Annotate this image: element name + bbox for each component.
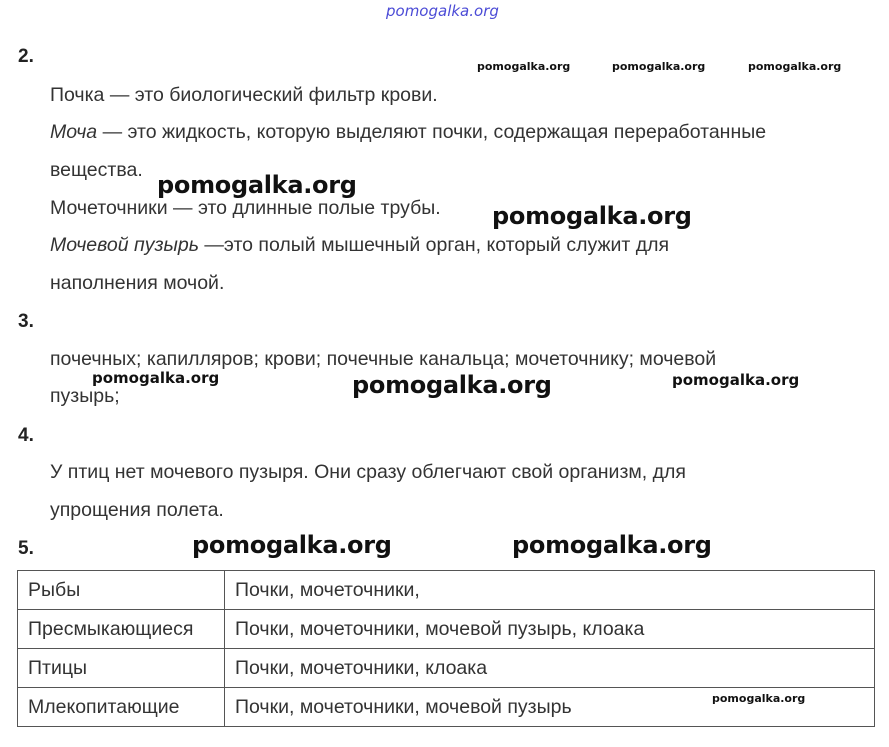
animal-cell: Млекопитающие <box>18 688 225 727</box>
table-row <box>18 610 875 649</box>
watermark-large-1: pomogalka.org <box>157 171 357 199</box>
organs-cell: Почки, мочеточники, мочевой пузырь, клоака <box>225 610 875 649</box>
definition-bladder <box>50 234 669 257</box>
watermark-medium-2: pomogalka.org <box>672 371 800 389</box>
answer-4-line1: У птиц нет мочевого пузыря. Они сразу облегчают свой организм, для <box>50 461 686 483</box>
organs-cell: Почки, мочеточники, клоака <box>225 649 875 688</box>
answer-4-line2: упрощения полета. <box>50 499 224 521</box>
watermark-small-4: pomogalka.org <box>712 692 806 705</box>
definition-urine-text: — это жидкость, которую выделяют почки, содержащая переработанные <box>97 121 767 143</box>
organs-cell: Почки, мочеточники, <box>225 571 875 610</box>
answer-3-line1: почечных; капилляров; крови; почечные канальца; мочеточнику; мочевой <box>50 348 717 370</box>
animal-cell: Рыбы <box>18 571 225 610</box>
watermark-small-1: pomogalka.org <box>477 60 571 73</box>
watermark-large-5: pomogalka.org <box>512 531 712 559</box>
section-4-number: 4. <box>18 425 34 446</box>
watermark-small-2: pomogalka.org <box>612 60 706 73</box>
watermark-top: pomogalka.org <box>386 2 499 20</box>
term-bladder: Мочевой пузырь <box>50 234 200 256</box>
watermark-small-3: pomogalka.org <box>748 60 842 73</box>
table-row <box>18 571 875 610</box>
watermark-large-4: pomogalka.org <box>192 531 392 559</box>
animal-cell: Пресмыкающиеся <box>18 610 225 649</box>
section-2-number: 2. <box>18 46 34 67</box>
definition-bladder-continued: наполнения мочой. <box>50 272 225 294</box>
table-row <box>18 649 875 688</box>
watermark-medium-1: pomogalka.org <box>92 369 220 387</box>
definition-ureters: Мочеточники — это длинные полые трубы. <box>50 197 441 219</box>
term-urine: Моча <box>50 121 98 143</box>
definition-bladder-text: —это полый мышечный орган, который служит для <box>199 234 670 256</box>
definition-urine-continued: вещества. <box>50 159 143 181</box>
watermark-large-2: pomogalka.org <box>492 202 692 230</box>
section-5-number: 5. <box>18 538 34 559</box>
section-3-number: 3. <box>18 311 34 332</box>
definition-urine <box>50 121 766 144</box>
definition-kidney: Почка — это биологический фильтр крови. <box>50 84 438 106</box>
watermark-large-3: pomogalka.org <box>352 371 552 399</box>
animal-cell: Птицы <box>18 649 225 688</box>
answer-3-line2: пузырь; <box>50 385 120 407</box>
organs-cell: Почки, мочеточники, мочевой пузырь <box>225 688 875 727</box>
